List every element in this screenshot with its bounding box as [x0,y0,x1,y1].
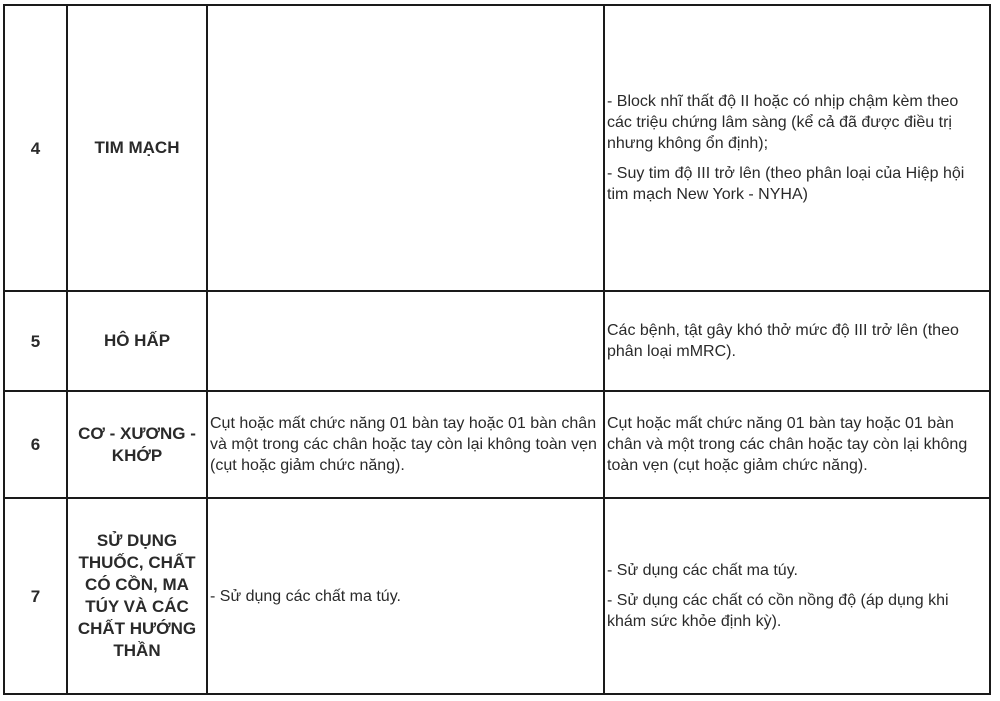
row-number: 6 [4,391,67,498]
row-number: 4 [4,5,67,291]
paragraph: - Sử dụng các chất ma túy. [607,562,798,579]
table-row [4,391,990,498]
row-col4 [604,5,990,291]
row-category: TIM MẠCH [67,5,207,291]
row-col3-empty [207,5,604,291]
paragraph: Cụt hoặc mất chức năng 01 bàn tay hoặc 01 bàn chân và một trong các chân hoặc tay còn lại không toàn vẹn (cụt hoặc giảm chức năng). [607,415,968,474]
row-number: 7 [4,498,67,694]
row-col4 [604,391,990,498]
health-criteria-table [3,4,991,695]
row-col3-empty [207,291,604,391]
paragraph: - Sử dụng các chất ma túy. [210,587,401,605]
row-category: SỬ DỤNG THUỐC, CHẤT CÓ CỒN, MA TÚY VÀ CÁC CHẤT HƯỚNG THẦN [67,498,207,694]
paragraph: Các bệnh, tật gây khó thở mức độ III trở lên (theo phân loại mMRC). [607,322,959,360]
paragraph: Cụt hoặc mất chức năng 01 bàn tay hoặc 01 bàn chân và một trong các chân hoặc tay còn lại không toàn vẹn (cụt hoặc giảm chức năng). [210,415,597,474]
row-col3 [207,498,604,694]
paragraph: - Sử dụng các chất có cồn nồng độ (áp dụng khi khám sức khỏe định kỳ). [607,592,949,630]
row-col4 [604,498,990,694]
row-col3 [207,391,604,498]
row-category: HÔ HẤP [67,291,207,391]
row-col4 [604,291,990,391]
table-row [4,498,990,694]
row-number: 5 [4,291,67,391]
table-row [4,5,990,291]
paragraph: - Suy tim độ III trở lên (theo phân loại của Hiệp hội tim mạch New York - NYHA) [607,165,965,203]
paragraph: - Block nhĩ thất độ II hoặc có nhịp chậm kèm theo các triệu chứng lâm sàng (kể cả đã được điều trị nhưng không ổn định); [607,93,959,152]
table-row [4,291,990,391]
row-category: CƠ - XƯƠNG - KHỚP [67,391,207,498]
